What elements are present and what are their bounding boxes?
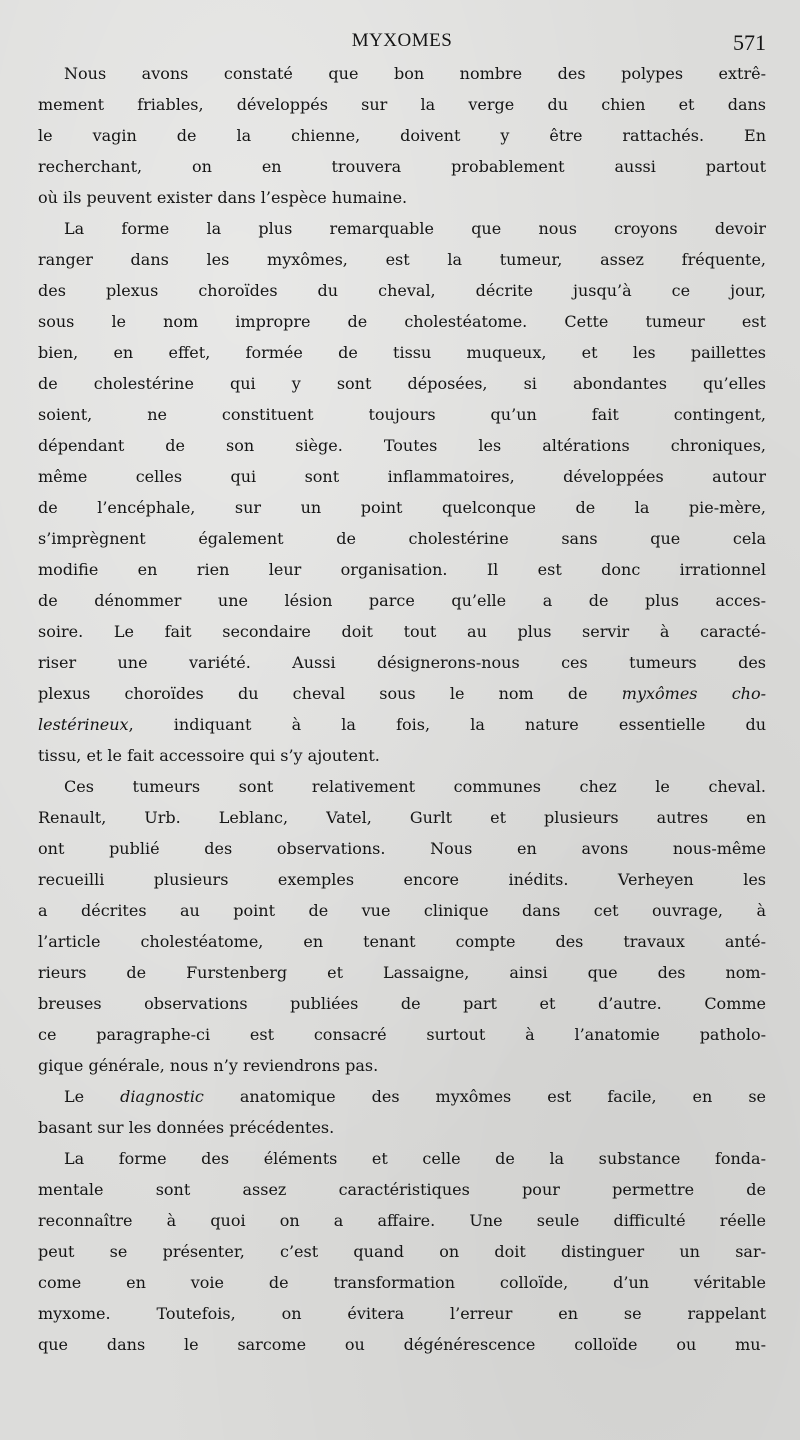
- line-text: Nous avons constaté que bon nombre des polypes extrê-: [64, 64, 766, 83]
- line-text: ont publié des observations. Nous en avons nous-même: [38, 839, 766, 858]
- text-line: [38, 64, 766, 95]
- line-text: plexus choroïdes du cheval sous le nom de: [38, 684, 588, 703]
- text-line: [38, 1211, 766, 1242]
- text-line: [38, 1335, 766, 1366]
- text-line: [38, 932, 766, 963]
- line-text: de cholestérine qui y sont déposées, si abondantes qu’elles: [38, 374, 766, 393]
- line-text: , indiquant à la fois, la nature essentielle du: [128, 715, 766, 734]
- page-title: MYXOMES: [351, 30, 453, 51]
- line-text: riser une variété. Aussi désignerons-nous ces tumeurs des: [38, 653, 766, 672]
- text-line: [38, 529, 766, 560]
- text-line: [38, 839, 766, 870]
- line-text: de dénommer une lésion parce qu’elle a de plus acces-: [38, 591, 766, 610]
- text-line: [38, 188, 766, 219]
- text-line: [38, 963, 766, 994]
- text-line: [38, 95, 766, 126]
- line-text: où ils peuvent exister dans l’espèce humaine.: [38, 188, 408, 207]
- line-text: basant sur les données précédentes.: [38, 1118, 335, 1137]
- line-text: sous le nom impropre de cholestéatome. Cette tumeur est: [38, 312, 766, 331]
- line-text: que dans le sarcome ou dégénérescence colloïde ou mu-: [38, 1335, 766, 1354]
- text-line: [38, 281, 766, 312]
- text-line: [38, 591, 766, 622]
- text-line: [38, 808, 766, 839]
- text-line: [38, 1087, 766, 1118]
- italic-term: myxômes cho-: [621, 684, 766, 703]
- text-line: [38, 715, 766, 746]
- line-text: recherchant, on en trouvera probablement aussi partout: [38, 157, 766, 176]
- line-text: modifie en rien leur organisation. Il est donc irrationnel: [38, 560, 766, 579]
- line-text: soient, ne constituent toujours qu’un fait contingent,: [38, 405, 766, 424]
- text-line: [38, 498, 766, 529]
- line-text: ranger dans les myxômes, est la tumeur, assez fréquente,: [38, 250, 766, 269]
- line-text: mentale sont assez caractéristiques pour permettre de: [38, 1180, 766, 1199]
- running-head: [38, 30, 766, 60]
- text-line: [38, 560, 766, 591]
- text-line: [38, 1025, 766, 1056]
- line-text: tissu, et le fait accessoire qui s’y ajoutent.: [38, 746, 380, 765]
- text-line: [38, 374, 766, 405]
- text-line: [38, 777, 766, 808]
- line-text: peut se présenter, c’est quand on doit distinguer un sar-: [38, 1242, 766, 1261]
- line-text: anatomique des myxômes est facile, en se: [203, 1087, 766, 1106]
- text-line: [38, 1273, 766, 1304]
- line-text: même celles qui sont inflammatoires, développées autour: [38, 467, 766, 486]
- line-text: mement friables, développés sur la verge du chien et dans: [38, 95, 766, 114]
- line-text: reconnaître à quoi on a affaire. Une seule difficulté réelle: [38, 1211, 766, 1230]
- text-line: [38, 405, 766, 436]
- text-line: [38, 870, 766, 901]
- text-line: [38, 1242, 766, 1273]
- text-line: [38, 157, 766, 188]
- line-text: Renault, Urb. Leblanc, Vatel, Gurlt et plusieurs autres en: [38, 808, 766, 827]
- line-text: de l’encéphale, sur un point quelconque de la pie-mère,: [38, 498, 766, 517]
- text-line: [38, 219, 766, 250]
- text-line: [38, 1180, 766, 1211]
- line-text: ce paragraphe-ci est consacré surtout à l’anatomie patholo-: [38, 1025, 766, 1044]
- line-text: La forme la plus remarquable que nous croyons devoir: [64, 219, 766, 238]
- line-text: come en voie de transformation colloïde, d’un véritable: [38, 1273, 766, 1292]
- text-line: [38, 312, 766, 343]
- line-text: rieurs de Furstenberg et Lassaigne, ainsi que des nom-: [38, 963, 766, 982]
- line-text: le vagin de la chienne, doivent y être rattachés. En: [38, 126, 766, 145]
- page-number: 571: [733, 30, 766, 55]
- line-text: recueilli plusieurs exemples encore inédits. Verheyen les: [38, 870, 766, 889]
- text-line: [38, 436, 766, 467]
- text-line: [38, 746, 766, 777]
- text-line: [38, 126, 766, 157]
- italic-term: lestérineux: [38, 715, 129, 734]
- line-text: a décrites au point de vue clinique dans cet ouvrage, à: [38, 901, 766, 920]
- line-text: l’article cholestéatome, en tenant compte des travaux anté-: [38, 932, 766, 951]
- line-text: breuses observations publiées de part et d’autre. Comme: [38, 994, 766, 1013]
- text-line: [38, 1304, 766, 1335]
- text-line: [38, 250, 766, 281]
- line-text: gique générale, nous n’y reviendrons pas.: [38, 1056, 379, 1075]
- line-text: soire. Le fait secondaire doit tout au plus servir à caracté-: [38, 622, 766, 641]
- line-text: bien, en effet, formée de tissu muqueux, et les paillettes: [38, 343, 766, 362]
- text-line: [38, 343, 766, 374]
- text-line: [38, 653, 766, 684]
- line-prefix: Le: [64, 1087, 121, 1106]
- line-text: s’imprègnent également de cholestérine sans que cela: [38, 529, 766, 548]
- line-text: La forme des éléments et celle de la substance fonda-: [64, 1149, 766, 1168]
- text-line: [38, 467, 766, 498]
- text-line: [38, 622, 766, 653]
- italic-term: diagnostic: [120, 1087, 204, 1106]
- text-line: [38, 1056, 766, 1087]
- line-text: dépendant de son siège. Toutes les altérations chroniques,: [38, 436, 766, 455]
- text-line: [38, 1118, 766, 1149]
- text-line: [38, 901, 766, 932]
- line-text: Ces tumeurs sont relativement communes chez le cheval.: [64, 777, 766, 796]
- body-text: [38, 64, 766, 1366]
- line-text: des plexus choroïdes du cheval, décrite jusqu’à ce jour,: [38, 281, 766, 300]
- text-line: [38, 1149, 766, 1180]
- text-line: [38, 994, 766, 1025]
- text-line: [38, 684, 766, 715]
- line-text: myxome. Toutefois, on évitera l’erreur en se rappelant: [38, 1304, 766, 1323]
